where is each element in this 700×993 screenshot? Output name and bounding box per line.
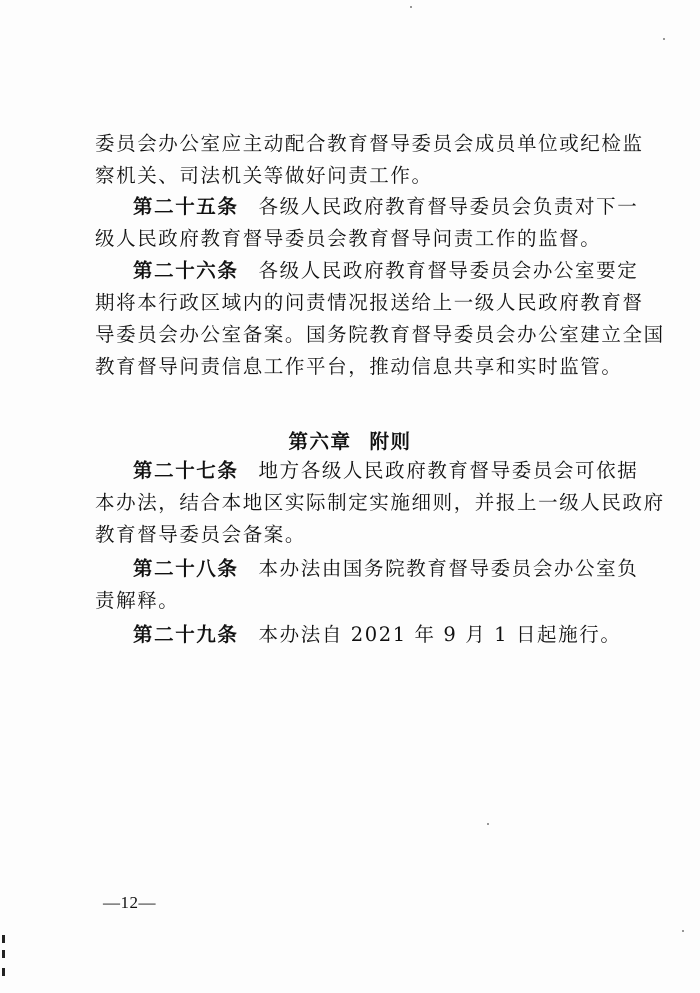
article-27 xyxy=(133,458,638,484)
article-25-title: 第二十五条 xyxy=(133,195,239,218)
chapter-number: 第六章 xyxy=(288,430,352,453)
article-29-line-1: 本办法自 2021 年 9 月 1 日起施行。 xyxy=(258,623,622,646)
article-25-line-2: 级人民政府教育督导委员会教育督导问责工作的监督。 xyxy=(95,227,602,250)
article-28 xyxy=(133,556,638,582)
scan-speck xyxy=(487,823,489,825)
chapter-heading xyxy=(0,426,700,454)
scan-speck xyxy=(682,930,684,932)
scan-speck xyxy=(663,38,665,40)
page-number: —12— xyxy=(103,893,156,912)
article-27-line-1: 地方各级人民政府教育督导委员会可依据 xyxy=(258,459,639,482)
article-25-line-1: 各级人民政府教育督导委员会负责对下一 xyxy=(258,195,639,218)
article-28-line-2: 责解释。 xyxy=(95,589,180,612)
article-27-line-2: 本办法，结合本地区实际制定实施细则，并报上一级人民政府 xyxy=(95,491,665,514)
article-27-title: 第二十七条 xyxy=(133,459,239,482)
article-26-line-1: 各级人民政府教育督导委员会办公室要定 xyxy=(258,259,639,282)
article-28-line-1: 本办法由国务院教育督导委员会办公室负 xyxy=(258,557,639,580)
article-29-title: 第二十九条 xyxy=(133,623,239,646)
scan-edge-mark xyxy=(2,968,5,976)
article-26-title: 第二十六条 xyxy=(133,259,239,282)
scan-speck xyxy=(410,6,412,8)
article-26 xyxy=(133,258,638,284)
article-28-title: 第二十八条 xyxy=(133,557,239,580)
article-26-line-2: 期将本行政区域内的问责情况报送给上一级人民政府教育督 xyxy=(95,291,644,314)
article-27-line-3: 教育督导委员会备案。 xyxy=(95,523,307,546)
chapter-name: 附则 xyxy=(369,430,412,453)
article-29 xyxy=(133,622,621,648)
scan-edge-mark xyxy=(2,950,5,958)
article-26-line-3: 导委员会办公室备案。国务院教育督导委员会办公室建立全国 xyxy=(95,323,665,346)
article-26-line-4: 教育督导问责信息工作平台，推动信息共享和实时监管。 xyxy=(95,355,623,378)
intro-line-1: 委员会办公室应主动配合教育督导委员会成员单位或纪检监 xyxy=(95,132,644,155)
intro-line-2: 察机关、司法机关等做好问责工作。 xyxy=(95,164,433,187)
article-25 xyxy=(133,194,638,220)
scan-edge-mark xyxy=(2,935,5,943)
